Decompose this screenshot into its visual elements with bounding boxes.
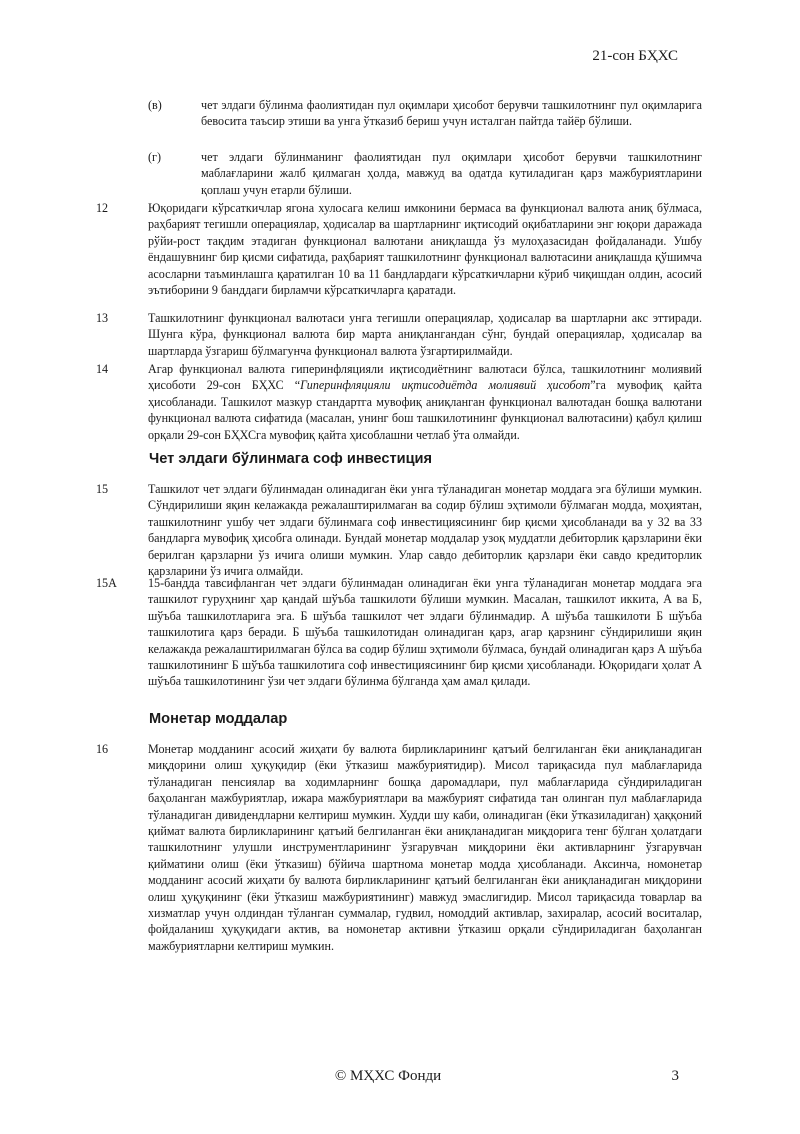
standard-title-italic: Гиперинфляцияли иқтисодиётда молиявий ҳисобот — [300, 378, 591, 393]
paragraph-number: 15 — [96, 482, 109, 496]
paragraph-number: 12 — [96, 201, 109, 215]
list-item-label: (в) — [148, 98, 162, 112]
section-heading-monetary-items: Монетар моддалар — [149, 711, 288, 727]
paragraph-text: Монетар модданинг асосий жиҳати бу валюта бирликларининг қатъий белгиланган ёки аниқланадиган миқдорини олиш ҳуқуқидир (ёки ўтказиш мажбуриятидир). Мисол тариқасида пул маблағларида тўланадиган пенсиялар ва ходимларнинг бошқа даромадлари, пул маблағларида сўндириладиган баҳоланган мажбуриятлар, ижара мажбуриятлари ва мажбурият сифатида тан олинган пул маблағларида тўланадиган дивидендларни келтириш мумкин. Худди шу каби, олинадиган (ёки ўтказиладиган) ҳаққоний қиймат валюта бирликларининг қатъий белгиланган ёки аниқланадиган миқдорига тенг бўлган ҳолатдаги ташкилотнинг улушли инструментларининг ўзгарувчан миқдорини ёки активларнинг ўзгарувчан қийматини олиш (ёки ўтказиш) бўйича шартнома монетар модда ҳисобланади. Аксинча, номонетар модданинг асосий жиҳати бу валюта бирликларининг қатъий белгиланган ёки аниқланадиган миқдорини олиш ҳуқуқининг (ёки ўтказиш мажбуриятининг) мавжуд эмаслигидир. Мисол тариқасида товарлар ва хизматлар учун олдиндан тўланган суммалар, гудвил, номоддий активлар, захиралар, асосий воситалар, фойдаланиш ҳуқуқидаги актив, ва номонетар активни ўтказиш орқали сўндириладиган баҳоланган мажбуриятларни келтириш мумкин. — [148, 742, 702, 953]
paragraph-text-part: ”га мувофиқ қайта ҳисобланади. Ташкилот мазкур стандартга мувофиқ аниқланган функционал валютадан бошқа валютани функционал валюта сифатида (масалан, унинг бош ташкилотининг функционал валютасини) қабул қилиш орқали 29-сон БҲХСга мувофиқ қайта ҳисоблашни четлаб ўта олмайди. — [148, 378, 702, 442]
paragraph-16 — [96, 741, 702, 954]
paragraph-14 — [96, 361, 702, 443]
paragraph-text — [148, 361, 702, 443]
paragraph-15a — [96, 575, 702, 690]
paragraph-text: Юқоридаги кўрсаткичлар ягона хулосага келиш имконини бермаса ва функционал валюта аниқ бўлмаса, раҳбарият тегишли операциялар, ҳодисалар ва шартларнинг иқтисодий оқибатларини энг юқори даражада рўйи-рост тақдим этадиган функционал валютани аниқлашда ўз мулоҳазасидан фойдаланади. Ушбу ёндашувнинг бир қисми сифатида, раҳбарият ташкилотнинг функционал валютасини аниқлашда қўшимча асосларни таъминлашга қаратилган 10 ва 11 бандлардаги кўрсаткичларни кўриб чиқишдан олдин, асосий эътиборини 9 банддаги бирламчи кўрсаткичларга қаратади. — [148, 201, 702, 298]
footer-copyright: © МҲХС Фонди — [334, 1068, 442, 1084]
page-number: 3 — [671, 1068, 679, 1084]
paragraph-text: Ташкилотнинг функционал валютаси унга тегишли операциялар, ҳодисалар ва шартларни акс эттиради. Шунга кўра, функционал валюта бир марта аниқлангандан сўнг, бундай операциялар, ҳодисалар ва шартларда ўзгариш бўлмагунча функционал валюта ўзгартирилмайди. — [148, 311, 702, 358]
list-item-label: (г) — [148, 150, 162, 164]
list-item-g — [148, 149, 702, 198]
list-item-text: чет элдаги бўлинманинг фаолиятидан пул оқимлари ҳисобот берувчи ташкилотнинг маблағларини жалб қилмаган ҳолда, мавжуд ва одатда кутиладиган қарз мажбуриятларини қоплаш учун етарли бўлиши. — [201, 150, 702, 197]
page-header-standard-label: 21-сон БҲХС — [592, 48, 678, 64]
list-item-text: чет элдаги бўлинма фаолиятидан пул оқимлари ҳисобот берувчи ташкилотнинг пул оқимларига бевосита таъсир этиши ва унга ўтказиб бериш учун исталган пайтда тайёр бўлиши. — [201, 98, 702, 129]
paragraph-number: 13 — [96, 311, 109, 325]
paragraph-text-part: Агар функционал валюта гиперинфляцияли иқтисодиётнинг валютаси бўлса, ташкилотнинг молиявий ҳисоботи 29-сон БҲХС “ — [148, 362, 702, 393]
paragraph-number: 15А — [96, 576, 117, 590]
list-item-v — [148, 97, 702, 130]
paragraph-number: 16 — [96, 742, 109, 756]
paragraph-13 — [96, 310, 702, 359]
paragraph-text: Ташкилот чет элдаги бўлинмадан олинадиган ёки унга тўланадиган монетар моддага эга бўлиши мумкин. Сўндирилиши яқин келажакда режалаштирилмаган ва содир бўлиш эҳтимоли бўлмаган модда, моҳиятан, ташкилотнинг ушбу чет элдаги бўлинмага соф инвестициясининг бир қисми ҳисобланади ва у 32 ва 33 бандларга мувофиқ ҳисобга олинади. Бундай монетар моддалар узоқ муддатли дебиторлик қарзларини ёки берилган қарзларни ўз ичига олиши мумкин. Улар савдо дебиторлик қарзлари ёки савдо кредиторлик қарзларини ўз ичига олмайди. — [148, 482, 702, 579]
section-heading-net-investment: Чет элдаги бўлинмага соф инвестиция — [149, 451, 433, 467]
paragraph-12 — [96, 200, 702, 298]
paragraph-15 — [96, 481, 702, 579]
paragraph-text: 15-бандда тавсифланган чет элдаги бўлинмадан олинадиган ёки унга тўланадиган монетар моддага эга ташкилот гуруҳнинг ҳар қандай шўъба ташкилоти бўлиши мумкин. Масалан, ташкилот иккита, А ва Б, шўъба ташкилотларига эга. Б шўъба ташкилот чет элдаги бўлинмадир. А шўъба ташкилоти Б шўъба ташкилотига қарз беради. Б шўъба ташкилотидан олинадиган қарз, агар қарзнинг сўндирилиши яқин келажакда режалаштирилмаган бўлса ва содир бўлиш эҳтимоли бўлмаса, бундай олинадиган қарз А шўъба ташкилотининг Б шўъба ташкилотига соф инвестициясининг бир қисми ҳисобланади. Юқоридаги ҳолат А шўъба ташкилотининг ўзи чет элдаги бўлинма бўлганда ҳам амал қилади. — [148, 576, 702, 689]
paragraph-number: 14 — [96, 362, 109, 376]
